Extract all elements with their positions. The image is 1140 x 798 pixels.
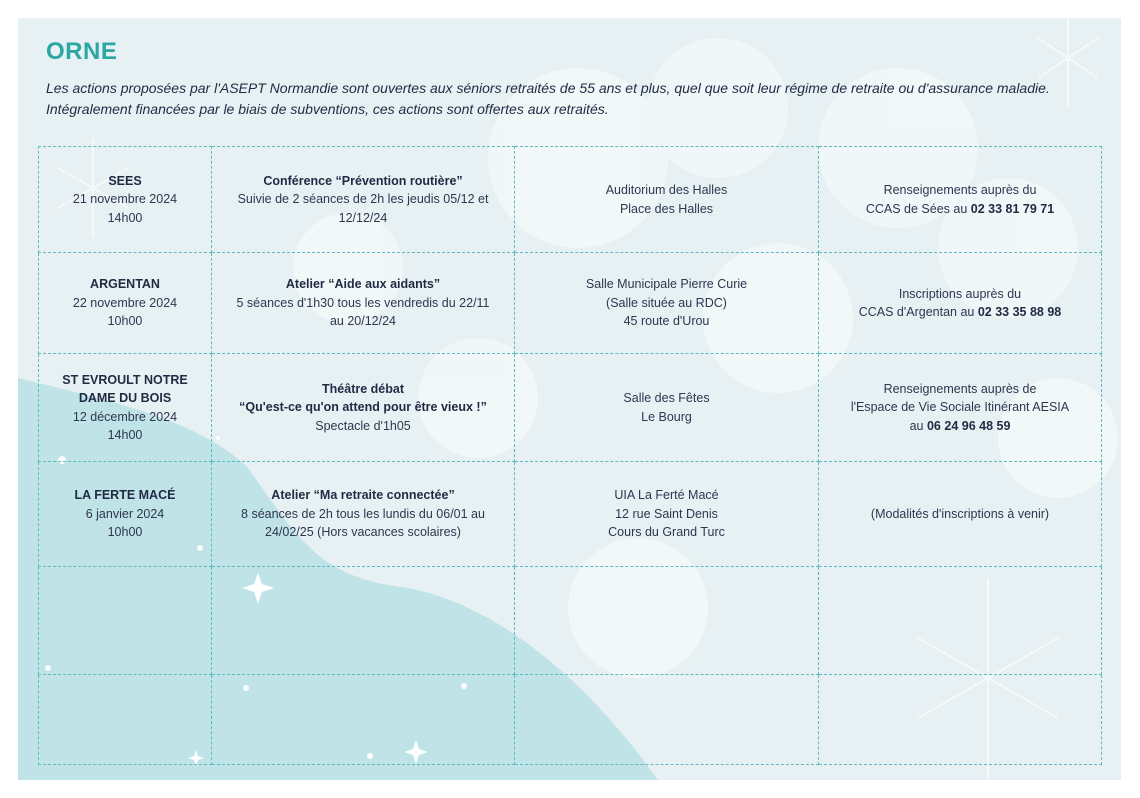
empty-cell [39,675,212,765]
event-place-line: Auditorium des Halles [605,183,728,197]
event-place-line: Cours du Grand Turc [608,525,725,540]
event-where-cell [515,147,819,253]
event-contact-cell [819,354,1102,462]
event-where-cell [515,253,819,354]
empty-cell [819,567,1102,675]
event-when-cell [39,354,212,462]
event-place-line: Salle des Fêtes [623,391,710,405]
event-place-line: (Salle située au RDC) [606,295,727,310]
event-city: SEES [108,173,142,188]
table-row [39,354,1102,462]
contact-line: Renseignements auprès de [883,381,1037,396]
event-desc-line: Suivie de 2 séances de 2h les jeudis 05/12 et [237,192,489,207]
contact-line [829,417,1091,436]
event-desc-line: 24/02/25 (Hors vacances scolaires) [265,525,461,540]
event-contact-cell [819,462,1102,567]
contact-line: (Modalités d'inscriptions à venir) [870,506,1050,521]
table-row [39,253,1102,354]
event-desc-line: 5 séances d'1h30 tous les vendredis du 22/11 [236,295,490,310]
empty-cell [39,567,212,675]
event-what-cell [212,462,515,567]
event-date: 12 décembre 2024 [72,409,178,424]
event-city: ST EVROULT NOTRE [62,372,188,387]
contact-phone: 06 24 96 48 59 [926,418,1011,433]
event-when-cell [39,147,212,253]
event-city: DAME DU BOIS [78,391,172,405]
event-where-cell [515,462,819,567]
event-date: 6 janvier 2024 [85,506,165,521]
contact-line: Renseignements auprès du [883,183,1037,197]
contact-line: Inscriptions auprès du [898,286,1022,301]
event-subtitle: “Qu'est-ce qu'on attend pour être vieux !” [239,400,487,415]
contact-text: au [909,418,927,433]
event-when-cell [39,253,212,354]
empty-cell [515,675,819,765]
events-table [38,146,1102,765]
contact-line [829,200,1091,219]
empty-cell [212,567,515,675]
event-title: Atelier “Aide aux aidants” [285,277,441,292]
event-time: 14h00 [107,210,143,225]
event-place-line: UIA La Ferté Macé [614,488,719,503]
event-when-cell [39,462,212,567]
empty-cell [515,567,819,675]
event-time: 14h00 [107,428,143,442]
event-where-cell [515,354,819,462]
event-place-line: Place des Halles [619,201,714,216]
event-place-line: 12 rue Saint Denis [615,506,718,521]
contact-phone: 02 33 81 79 71 [970,201,1055,216]
contact-line: l'Espace de Vie Sociale Itinérant AESIA [850,400,1070,415]
event-what-cell [212,253,515,354]
event-date: 22 novembre 2024 [72,295,178,310]
contact-phone: 02 33 35 88 98 [977,305,1062,319]
event-title: Conférence “Prévention routière” [263,173,463,188]
event-city: LA FERTE MACÉ [74,488,176,503]
event-place-line: Salle Municipale Pierre Curie [585,277,748,292]
empty-cell [212,675,515,765]
event-what-cell [212,147,515,253]
event-title: Atelier “Ma retraite connectée” [271,488,455,503]
table-row [39,462,1102,567]
page-title: ORNE [46,38,118,65]
event-contact-cell [819,253,1102,354]
table-row-empty [39,567,1102,675]
event-place-line: 45 route d'Urou [623,314,710,329]
event-title: Théâtre débat [322,381,404,396]
contact-text: CCAS de Sées au [865,201,971,216]
event-place-line: Le Bourg [641,409,692,424]
event-what-cell [212,354,515,462]
empty-cell [819,675,1102,765]
event-contact-cell [819,147,1102,253]
contact-text: CCAS d'Argentan au [858,305,978,319]
event-desc-line: 8 séances de 2h tous les lundis du 06/01 au [241,506,485,521]
table-row [39,147,1102,253]
event-time: 10h00 [107,314,143,329]
event-desc-line: Spectacle d'1h05 [315,418,411,433]
table-row-empty [39,675,1102,765]
event-city: ARGENTAN [90,277,160,292]
event-time: 10h00 [107,525,143,540]
event-date: 21 novembre 2024 [72,192,178,207]
contact-line [829,303,1091,322]
event-desc-line: 12/12/24 [338,210,388,225]
event-desc-line: au 20/12/24 [329,314,397,329]
intro-paragraph: Les actions proposées par l'ASEPT Normandie sont ouvertes aux séniors retraités de 55 ans et plus, quel que soit leur régime de retraite ou d'assurance maladie. Intégralement financées par le biais de subventions, ces actions sont offertes aux retraités. [46,80,1050,117]
page-sheet [18,18,1121,780]
